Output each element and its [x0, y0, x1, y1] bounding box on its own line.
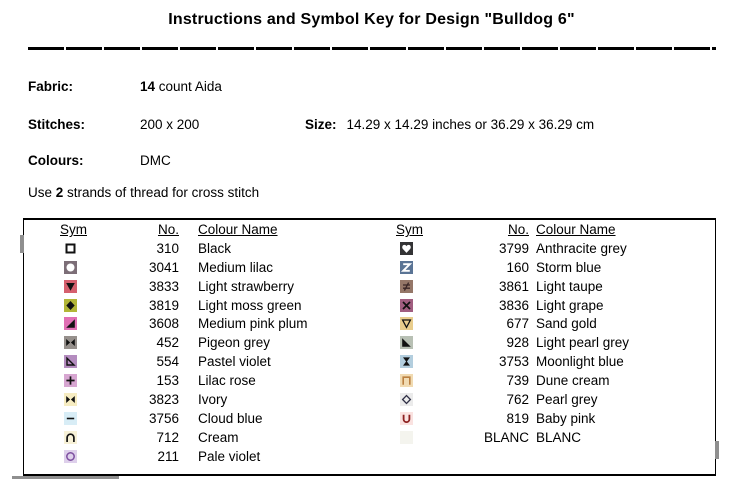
symbol-swatch [64, 431, 77, 444]
colour-name: Light taupe [536, 278, 603, 294]
thread-number: 160 [506, 259, 529, 275]
page-title: Instructions and Symbol Key for Design "Bulldog 6" [168, 11, 575, 28]
thread-number: 3861 [498, 278, 529, 294]
colour-name: Black [198, 240, 232, 256]
dashed-divider [28, 47, 716, 50]
thread-number: 3819 [148, 297, 179, 313]
size-value: 14.29 x 14.29 inches or 36.29 x 36.29 cm [346, 117, 595, 132]
thread-number: 310 [156, 240, 179, 256]
header-colour-name: Colour Name [536, 222, 616, 237]
thread-number: 3608 [148, 316, 179, 332]
stitches-line [28, 117, 594, 132]
symbol-swatch [400, 317, 413, 330]
strands-instruction [28, 185, 259, 200]
thread-number: 3041 [148, 259, 179, 275]
header-colour-name: Colour Name [198, 222, 278, 237]
symbol-swatch [64, 261, 77, 274]
colour-name: Baby pink [536, 410, 596, 426]
colour-name: Light strawberry [198, 278, 295, 294]
thread-number: 819 [506, 410, 529, 426]
fabric-label: Fabric: [28, 79, 74, 94]
symbol-swatch [400, 336, 413, 349]
colour-name: Storm blue [536, 259, 602, 275]
right-scrollbar-artifact [715, 441, 719, 459]
symbol-swatch [64, 393, 77, 406]
colour-name: Moonlight blue [536, 354, 624, 370]
size-label: Size: [305, 117, 337, 132]
colour-name: Ivory [198, 391, 228, 407]
thread-number: 3833 [148, 278, 179, 294]
symbol-swatch [400, 412, 413, 425]
thread-number: 3799 [498, 240, 529, 256]
symbol-swatch [400, 355, 413, 368]
thread-number: 712 [156, 429, 179, 445]
header-no: No. [157, 222, 179, 237]
symbol-swatch [64, 355, 77, 368]
thread-number: 3836 [498, 297, 529, 313]
symbol-swatch [400, 374, 413, 387]
symbol-swatch [64, 280, 77, 293]
thread-number: 554 [156, 354, 179, 370]
colour-name: Pigeon grey [198, 335, 271, 351]
symbol-swatch [64, 242, 77, 255]
symbol-swatch [400, 280, 413, 293]
fabric-value: count Aida [155, 79, 222, 94]
symbol-swatch [400, 261, 413, 274]
fabric-count: 14 [140, 79, 156, 94]
symbol-swatch [64, 317, 77, 330]
colour-name: Sand gold [536, 316, 597, 332]
colours-line [28, 153, 171, 168]
colour-name: Light moss green [198, 297, 302, 313]
colour-name: Light grape [536, 297, 604, 313]
fabric-line [28, 79, 222, 94]
colours-value: DMC [140, 153, 171, 168]
thread-number: 3753 [498, 354, 529, 370]
header-no: No. [507, 222, 529, 237]
bottom-scrollbar-artifact [12, 476, 119, 479]
left-scrollbar-artifact [20, 235, 24, 253]
key-column-right [396, 220, 630, 447]
colour-name: Cloud blue [198, 410, 263, 426]
symbol-swatch [64, 374, 77, 387]
header-sym: Sym [396, 222, 423, 237]
colour-name: Cream [198, 429, 239, 445]
header-sym: Sym [60, 222, 87, 237]
thread-number: 928 [506, 335, 529, 351]
colour-name: Anthracite grey [536, 240, 627, 256]
key-column-left [60, 220, 308, 466]
colour-name: Pastel violet [198, 354, 271, 370]
colour-name: Dune cream [536, 373, 610, 389]
symbol-swatch [64, 450, 77, 463]
colour-name: Pearl grey [536, 391, 598, 407]
symbol-swatch [400, 431, 413, 444]
thread-number: 762 [506, 391, 529, 407]
thread-number: 3823 [148, 391, 179, 407]
thread-number: 739 [506, 373, 529, 389]
colour-name: Pale violet [198, 448, 261, 464]
colour-name: Lilac rose [198, 373, 256, 389]
thread-number: 3756 [148, 410, 179, 426]
strands-suffix: strands of thread for cross stitch [63, 185, 260, 200]
thread-number: 153 [156, 373, 179, 389]
strands-prefix: Use [28, 185, 56, 200]
colour-name: Medium lilac [198, 259, 274, 275]
stitches-label: Stitches: [28, 117, 86, 132]
colour-name: BLANC [536, 429, 582, 445]
symbol-key-table [23, 218, 716, 476]
thread-number: BLANC [483, 429, 529, 445]
symbol-swatch [400, 299, 413, 312]
symbol-swatch [400, 242, 413, 255]
strands-count: 2 [55, 185, 64, 200]
symbol-swatch [64, 336, 77, 349]
colour-name: Medium pink plum [198, 316, 308, 332]
colour-name: Light pearl grey [536, 335, 630, 351]
colours-label: Colours: [28, 153, 84, 168]
thread-number: 211 [157, 448, 179, 464]
stitches-value: 200 x 200 [140, 117, 200, 132]
thread-number: 677 [506, 316, 529, 332]
symbol-swatch [64, 299, 77, 312]
thread-number: 452 [156, 335, 179, 351]
symbol-swatch [400, 393, 413, 406]
symbol-swatch [64, 412, 77, 425]
